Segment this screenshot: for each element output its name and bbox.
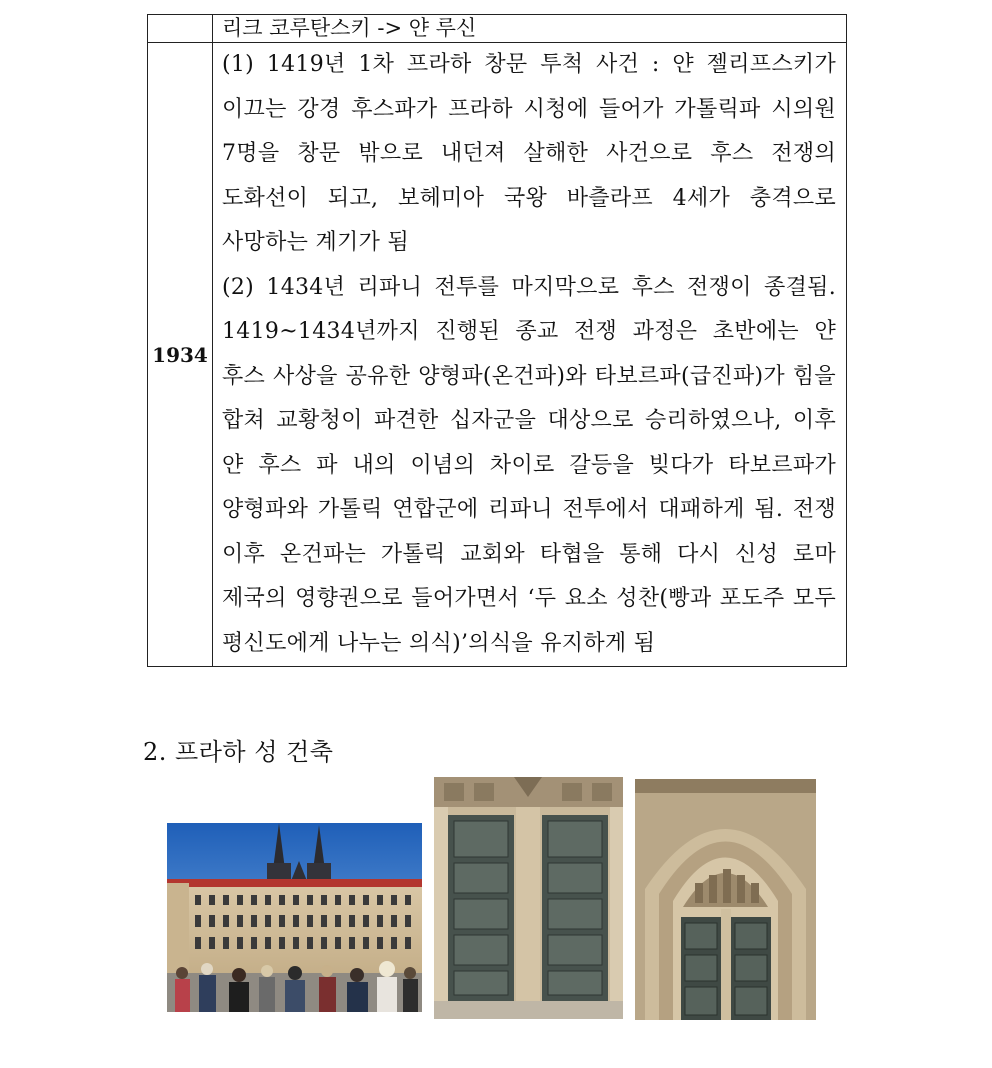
year-cell: 1934 [148,43,213,667]
prague-castle-courtyard-photo [167,823,422,1012]
paragraph-1: (1) 1419년 1차 프라하 창문 투척 사건 : 얀 젤리프스키가 이끄는 강경 후스파가 프라하 시청에 들어가 가톨릭파 시의원 7명을 창문 밖으로 내던져 살해한 사건으로 후스 전쟁의 도화선이 되고, 보헤미아 국왕 바츨라프 4세가 충격으로 사망하는 계기가 됨 [222,52,836,255]
table-row [148,43,847,667]
cathedral-bronze-doors-photo [434,777,623,1019]
paragraph-2: (2) 1434년 리파니 전투를 마지막으로 후스 전쟁이 종결됨. 1419~1434년까지 진행된 종교 전쟁 과정은 초반에는 얀 후스 사상을 공유한 양형파(온건파)와 타보르파(급진파)가 힘을 합쳐 교황청이 파견한 십자군을 대상으로 승리하였으나, 이후 얀 후스 파 내의 이념의 차이로 갈등을 빚다가 타보르파가 양형파와 가톨릭 연합군에 리파니 전투에서 대패하게 됨. 전쟁 이후 온건파는 가톨릭 교회와 타협을 통해 다시 신성 로마 제국의 영향권으로 들어가면서 ‘두 요소 성찬(빵과 포도주 모두 평신도에게 나누는 의식)’의식을 유지하게 됨 [222,274,836,656]
history-table [147,14,847,667]
description-cell [213,43,847,667]
cathedral-gothic-portal-photo [635,779,816,1020]
table-header-row [148,15,847,43]
header-text-cell: 리크 코루탄스키 -> 얀 루신 [213,15,847,43]
section-heading: 2. 프라하 성 건축 [143,738,334,766]
empty-year-cell [148,15,213,43]
